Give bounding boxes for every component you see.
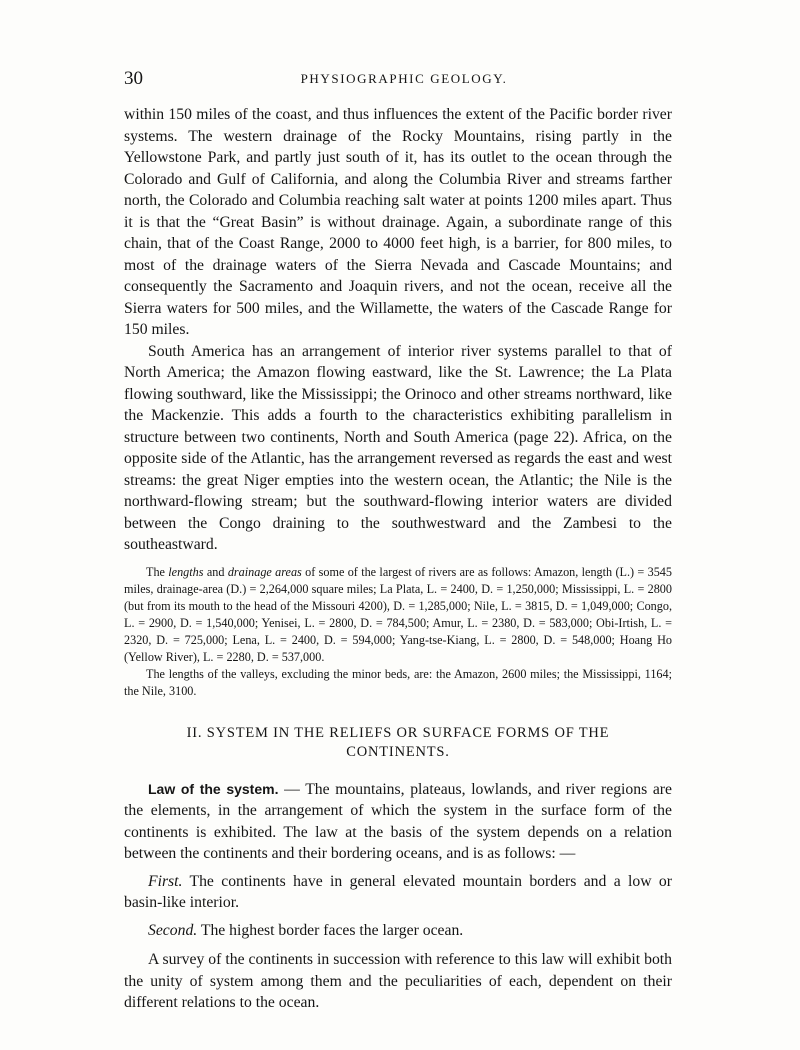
rule-second-text: The highest border faces the larger ocean. [197, 921, 464, 939]
rule-first [124, 871, 672, 914]
note-rest: of some of the largest of rivers are as follows: Amazon, length (L.) = 3545 miles, drainage-area (D.) = 2,264,000 square miles; La Plata, L. = 2400, D. = 1,250,000; Mississippi, L. = 2800 (but from its mouth to the head of the Missouri 4200), D. = 1,285,000; Nile, L. = 3815, D. = 1,049,000; Congo, L. = 2900, D. = 1,540,000; Yenisei, L. = 2800, D. = 784,500; Amur, L. = 2380, D. = 583,000; Obi-Irtish, L. = 2320, D. = 725,000; Lena, L. = 2400, D. = 594,000; Yang-tse-Kiang, L. = 2800, D. = 548,000; Hoang Ho (Yellow River), L. = 2280, D. = 537,000. [124, 564, 672, 664]
law-paragraph [124, 779, 672, 865]
paragraph-south-america: South America has an arrangement of interior river systems parallel to that of North America; the Amazon flowing eastward, like the St. Lawrence; the La Plata flowing southward, like the Mississippi; the Orinoco and other streams northward, like the Mackenzie. This adds a fourth to the characteristics exhibiting parallelism in structure between two continents, North and South America (page 22). Africa, on the opposite side of the Atlantic, has the arrangement reversed as regards the east and west streams: the great Niger empties into the western ocean, the Atlantic; the Nile is the northward-flowing stream; but the southward-flowing interior waters are divided between the Congo draining to the southwestward and the Zambesi to the southeastward. [124, 342, 672, 553]
running-title: PHYSIOGRAPHIC GEOLOGY. [300, 71, 508, 86]
river-lengths-note [124, 564, 672, 666]
law-lead: Law of the system. [148, 780, 279, 797]
rule-second [124, 920, 672, 942]
rule-first-text: The continents have in general elevated mountain borders and a low or basin-like interior. [124, 872, 672, 911]
page-number: 30 [124, 68, 143, 89]
running-head [124, 68, 684, 90]
closing-paragraph: A survey of the continents in succession with reference to this law will exhibit both the unity of system among them and the peculiarities of each, dependent on their different relations to the ocean. [124, 951, 672, 1011]
note-emphasis-lengths: lengths [168, 564, 204, 579]
rule-second-label: Second. [148, 921, 198, 939]
footnote-block [124, 564, 672, 700]
section-heading: II. SYSTEM IN THE RELIEFS OR SURFACE FORMS OF THE CONTINENTS. [186, 724, 610, 760]
paragraph-continued: within 150 miles of the coast, and thus influences the extent of the Pacific border river systems. The western drainage of the Rocky Mountains, rising partly in the Yellowstone Park, and partly just south of it, has its outlet to the ocean through the Colorado and Gulf of California, and along the Columbia River and streams farther north, the Colorado and Columbia reaching salt water at points 1200 miles apart. Thus it is that the “Great Basin” is without drainage. Again, a subordinate range of this chain, that of the Coast Range, 2000 to 4000 feet high, is a barrier, for 800 miles, to most of the drainage waters of the Sierra Nevada and Cascade Mountains; and consequently the Sacramento and Joaquin rivers, and not the ocean, receive all the Sierra waters for 500 miles, and the Willamette, the waters of the Cascade Range for 150 miles. [124, 106, 672, 338]
valley-lengths-note: The lengths of the valleys, excluding the minor beds, are: the Amazon, 2600 miles; the Mississippi, 1164; the Nile, 3100. [124, 666, 672, 698]
note-lead: The [146, 564, 169, 579]
law-text: — The mountains, plateaus, lowlands, and river regions are the elements, in the arrangement of which the system in the surface form of the continents is exhibited. The law at the basis of the system depends on a relation between the continents and their bordering oceans, and is as follows: — [124, 780, 672, 862]
rule-first-label: First. [148, 872, 183, 890]
page-body [124, 104, 672, 1014]
note-and: and [203, 564, 228, 579]
note-emphasis-drainage: drainage areas [227, 564, 302, 579]
